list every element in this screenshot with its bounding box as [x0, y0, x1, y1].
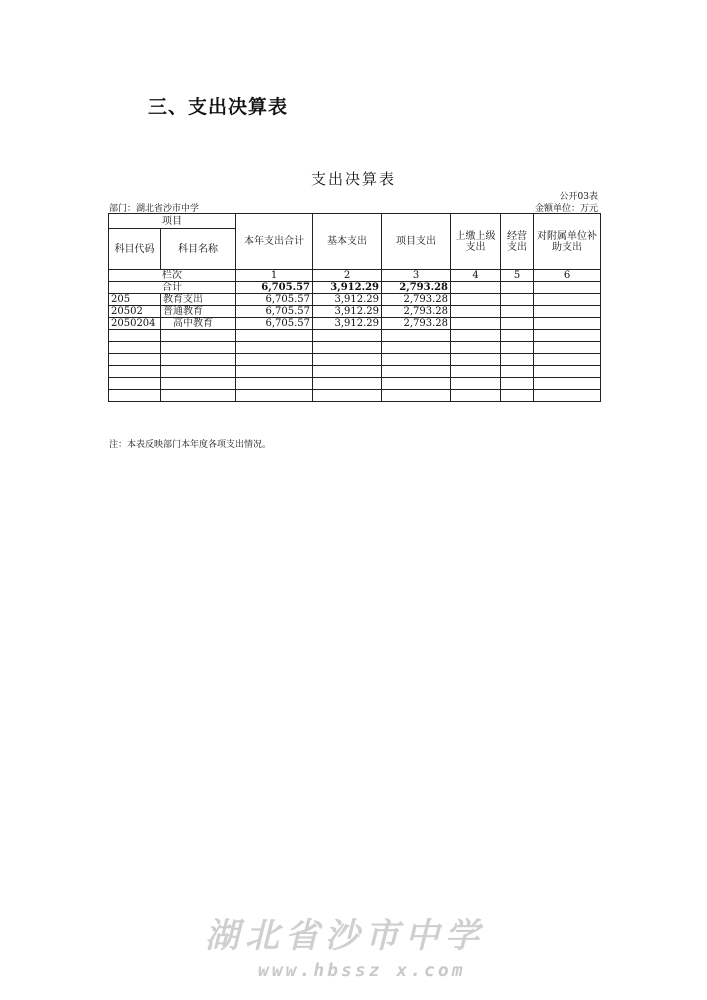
- column-index-cell: 1: [236, 270, 313, 282]
- total-row: [109, 282, 601, 294]
- subject-name-cell: 普通教育: [161, 306, 236, 318]
- header-col4: 上缴上级支出: [451, 214, 501, 270]
- amount-cell: 6,705.57: [236, 306, 313, 318]
- amount-cell: [534, 342, 601, 354]
- table-row: [109, 342, 601, 354]
- form-code: 公开03表: [559, 192, 598, 202]
- amount-cell: [451, 318, 501, 330]
- amount-cell: [534, 330, 601, 342]
- amount-cell: [313, 390, 382, 402]
- header-code: 科目代码: [109, 229, 161, 270]
- amount-cell: [534, 318, 601, 330]
- amount-cell: [534, 366, 601, 378]
- amount-cell: [451, 294, 501, 306]
- column-index-row: [109, 270, 601, 282]
- amount-cell: 6,705.57: [236, 294, 313, 306]
- amount-cell: 2,793.28: [382, 306, 451, 318]
- total-label: 合计: [109, 282, 236, 294]
- column-index-cell: 3: [382, 270, 451, 282]
- total-cell: 2,793.28: [382, 282, 451, 294]
- section-heading: 三、支出决算表: [148, 96, 289, 118]
- subject-code-cell: [109, 378, 161, 390]
- amount-cell: [534, 354, 601, 366]
- total-cell: [501, 282, 534, 294]
- total-cell: [451, 282, 501, 294]
- subject-name-cell: 高中教育: [161, 318, 236, 330]
- amount-cell: [313, 378, 382, 390]
- amount-cell: [534, 294, 601, 306]
- amount-cell: [382, 330, 451, 342]
- table-row: [109, 330, 601, 342]
- amount-cell: [236, 390, 313, 402]
- total-cell: 3,912.29: [313, 282, 382, 294]
- table-row: [109, 318, 601, 330]
- amount-cell: [451, 366, 501, 378]
- amount-cell: [313, 354, 382, 366]
- amount-cell: [451, 330, 501, 342]
- subject-code-cell: 20502: [109, 306, 161, 318]
- amount-cell: [501, 318, 534, 330]
- amount-cell: 3,912.29: [313, 294, 382, 306]
- table-title: 支出决算表: [310, 170, 396, 188]
- watermark-text: 湖北省沙市中学: [205, 916, 485, 956]
- column-index-cell: 4: [451, 270, 501, 282]
- header-name: 科目名称: [161, 229, 236, 270]
- amount-cell: [236, 366, 313, 378]
- subject-name-cell: [161, 378, 236, 390]
- subject-code-cell: 2050204: [109, 318, 161, 330]
- amount-cell: 2,793.28: [382, 318, 451, 330]
- expense-table: [108, 213, 601, 402]
- amount-cell: [382, 390, 451, 402]
- amount-cell: [501, 330, 534, 342]
- table-row: [109, 306, 601, 318]
- amount-cell: [236, 342, 313, 354]
- subject-code-cell: [109, 354, 161, 366]
- amount-cell: 6,705.57: [236, 318, 313, 330]
- total-cell: 6,705.57: [236, 282, 313, 294]
- amount-cell: [501, 342, 534, 354]
- table-row: [109, 378, 601, 390]
- header-col2: 基本支出: [313, 214, 382, 270]
- watermark-url: www.hbssz x.com: [258, 960, 466, 981]
- amount-cell: [382, 378, 451, 390]
- column-index-label: 栏次: [109, 270, 236, 282]
- amount-cell: [501, 366, 534, 378]
- subject-name-cell: [161, 330, 236, 342]
- amount-cell: [382, 342, 451, 354]
- table-row: [109, 390, 601, 402]
- amount-cell: [313, 342, 382, 354]
- header-col5: 经营支出: [501, 214, 534, 270]
- amount-cell: 2,793.28: [382, 294, 451, 306]
- amount-cell: [501, 390, 534, 402]
- column-index-cell: 5: [501, 270, 534, 282]
- amount-cell: [236, 354, 313, 366]
- amount-cell: [236, 330, 313, 342]
- amount-cell: [501, 378, 534, 390]
- subject-code-cell: [109, 366, 161, 378]
- subject-name-cell: 教育支出: [161, 294, 236, 306]
- amount-cell: [451, 306, 501, 318]
- table-row: [109, 354, 601, 366]
- amount-cell: [451, 354, 501, 366]
- amount-cell: [451, 342, 501, 354]
- amount-cell: [534, 390, 601, 402]
- amount-cell: 3,912.29: [313, 306, 382, 318]
- header-col6: 对附属单位补助支出: [534, 214, 601, 270]
- amount-cell: [501, 306, 534, 318]
- header-col3: 项目支出: [382, 214, 451, 270]
- subject-code-cell: [109, 330, 161, 342]
- amount-cell: [534, 306, 601, 318]
- amount-cell: 3,912.29: [313, 318, 382, 330]
- subject-name-cell: [161, 354, 236, 366]
- amount-cell: [534, 378, 601, 390]
- subject-name-cell: [161, 390, 236, 402]
- amount-cell: [451, 390, 501, 402]
- subject-code-cell: [109, 390, 161, 402]
- subject-code-cell: 205: [109, 294, 161, 306]
- amount-cell: [382, 354, 451, 366]
- subject-code-cell: [109, 342, 161, 354]
- total-cell: [534, 282, 601, 294]
- header-col1: 本年支出合计: [236, 214, 313, 270]
- table-row: [109, 294, 601, 306]
- amount-cell: [313, 330, 382, 342]
- subject-name-cell: [161, 366, 236, 378]
- amount-cell: [382, 366, 451, 378]
- subject-name-cell: [161, 342, 236, 354]
- header-project: 项目: [109, 214, 236, 229]
- amount-cell: [313, 366, 382, 378]
- column-index-cell: 2: [313, 270, 382, 282]
- amount-cell: [451, 378, 501, 390]
- department-label: 部门：湖北省沙市中学: [109, 204, 200, 214]
- amount-cell: [236, 378, 313, 390]
- amount-cell: [501, 294, 534, 306]
- table-note: 注：本表反映部门本年度各项支出情况。: [109, 440, 272, 450]
- amount-cell: [501, 354, 534, 366]
- column-index-cell: 6: [534, 270, 601, 282]
- table-row: [109, 366, 601, 378]
- unit-label: 金额单位：万元: [534, 204, 598, 214]
